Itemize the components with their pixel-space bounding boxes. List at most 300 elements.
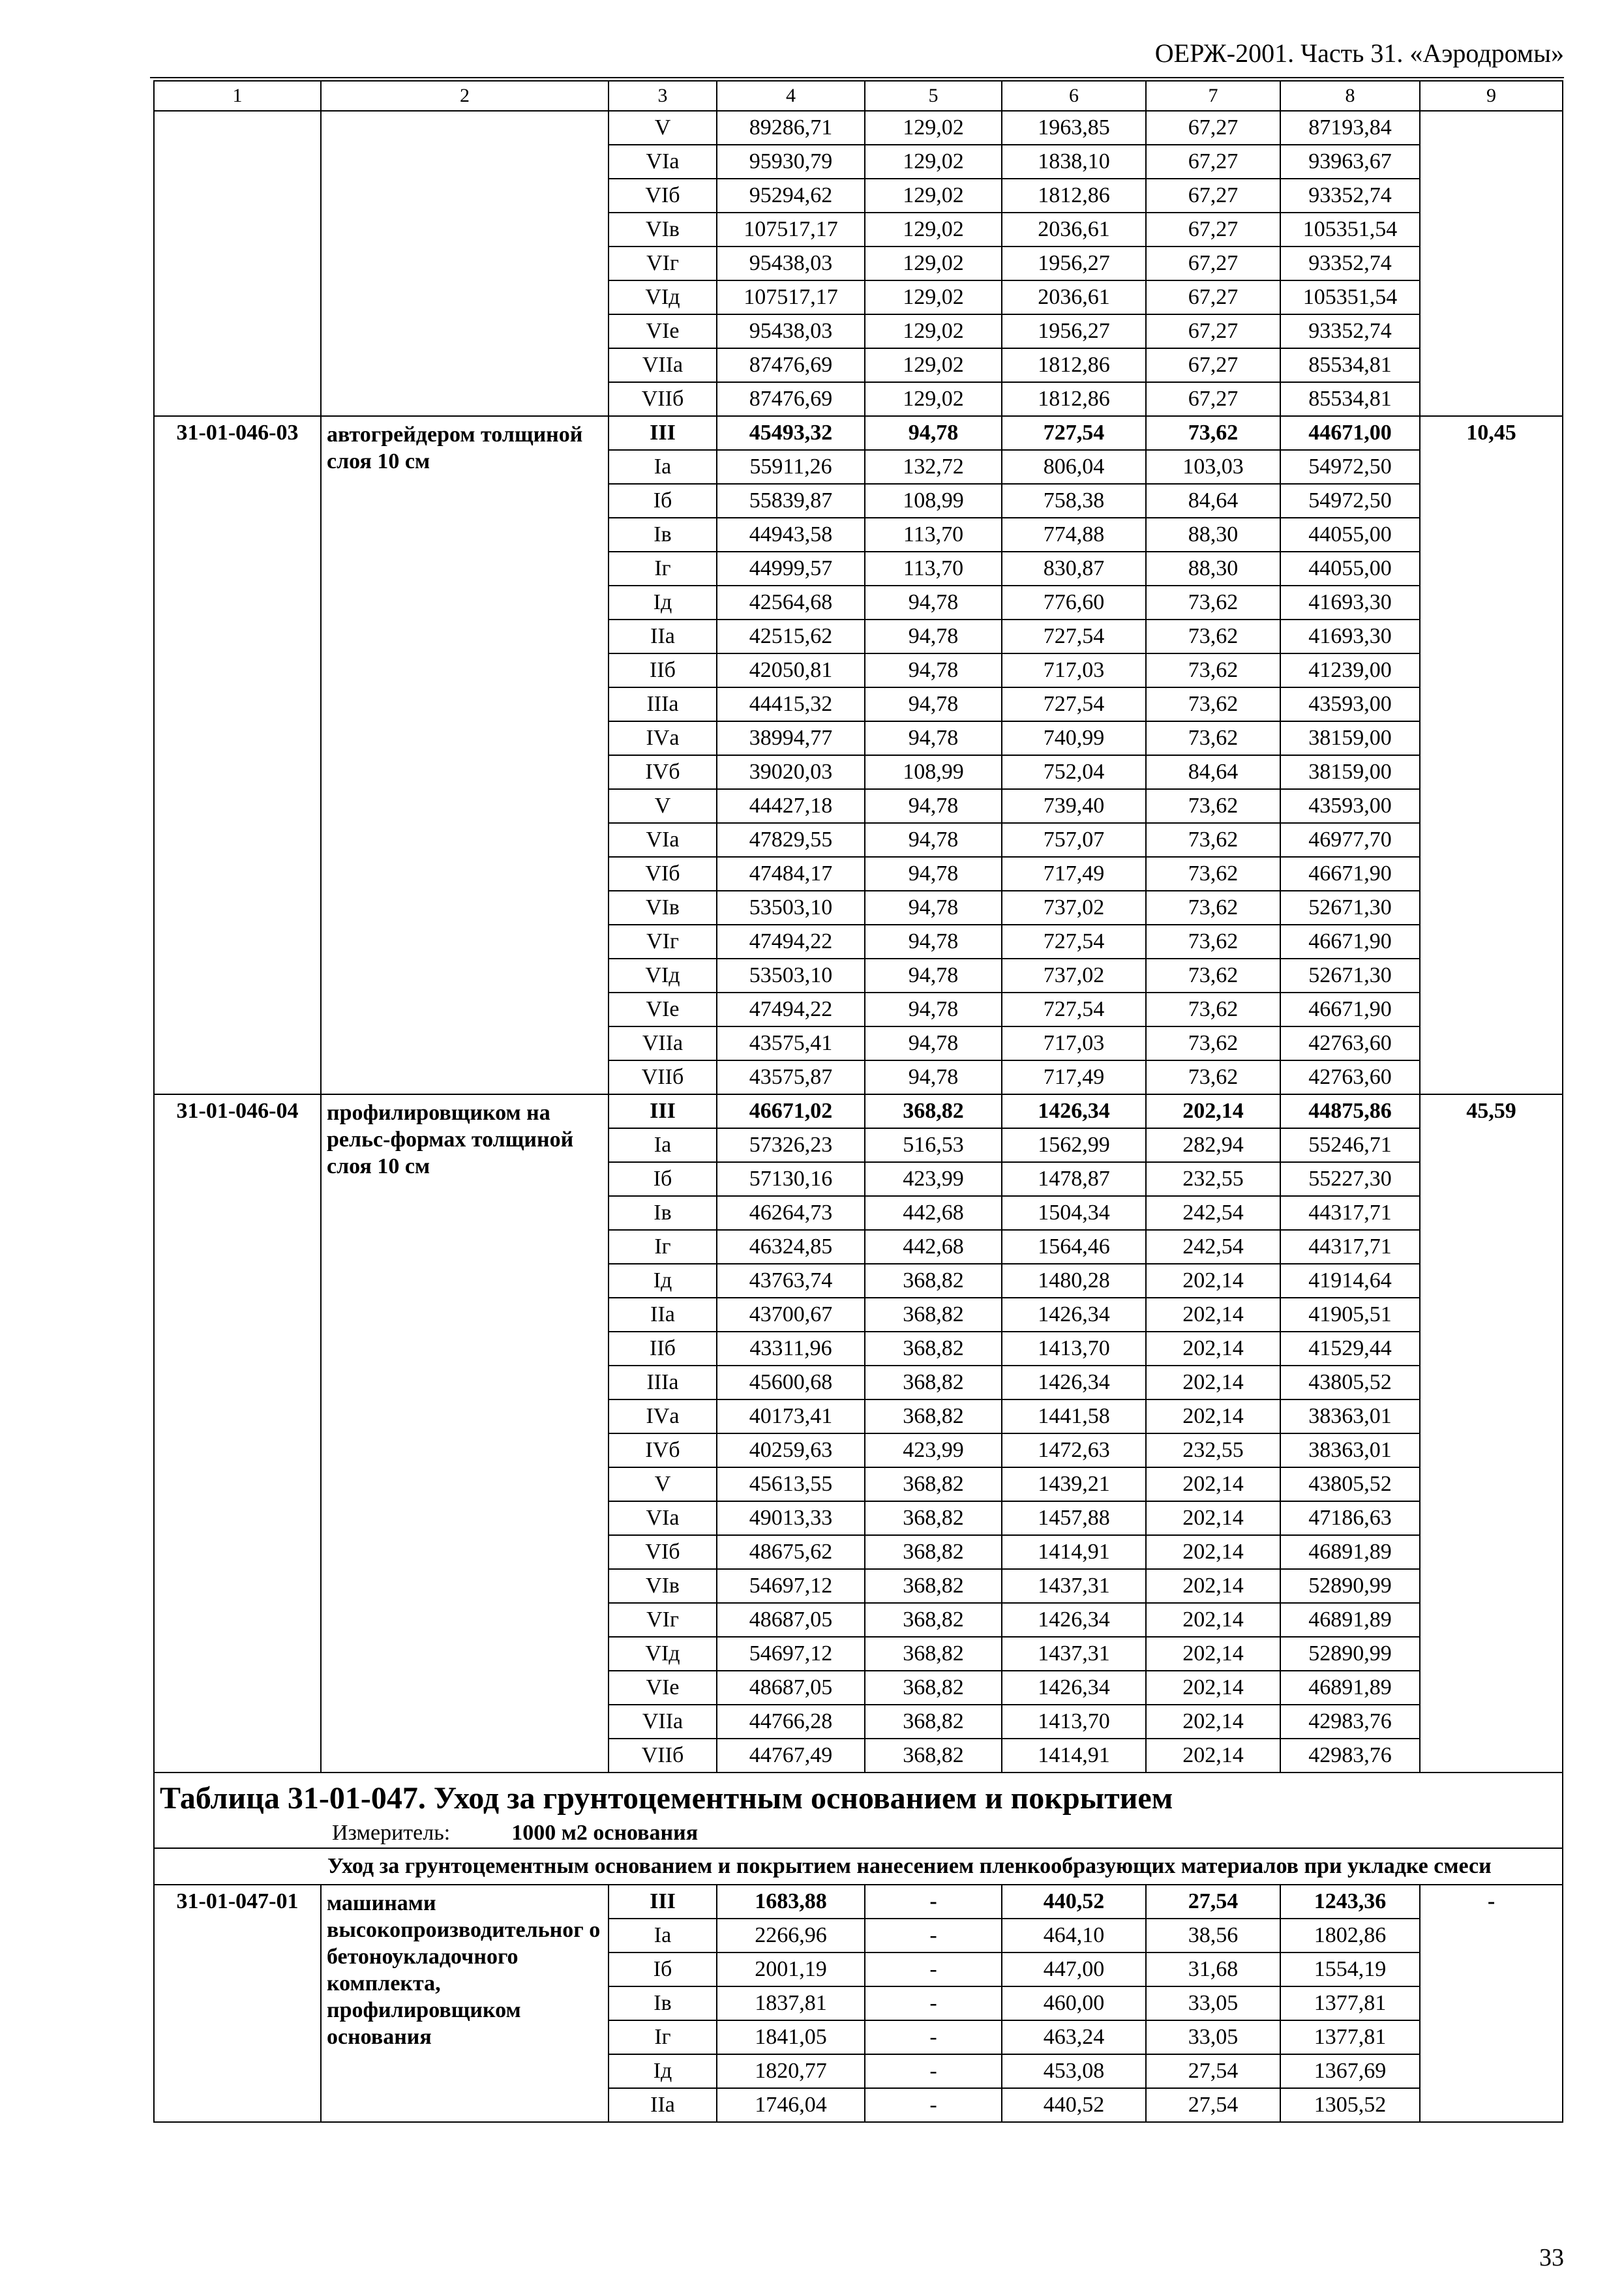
region-index: VIг [609,1603,717,1637]
region-index: Iг [609,2020,717,2054]
measure-line [160,1820,1557,1846]
region-index: VIв [609,1569,717,1603]
operator-wages: 73,62 [1146,789,1280,823]
region-index: VIа [609,823,717,857]
labor-cost: - [865,1952,1002,1986]
total-cost: 44999,57 [717,552,865,586]
materials-cost: 43593,00 [1280,789,1420,823]
operator-wages: 88,30 [1146,552,1280,586]
rate-code: 31-01-046-04 [154,1094,321,1773]
operator-wages: 232,55 [1146,1433,1280,1467]
operator-wages: 202,14 [1146,1298,1280,1332]
labor-cost: 94,78 [865,653,1002,687]
total-cost: 107517,17 [717,280,865,314]
operator-wages: 67,27 [1146,213,1280,247]
total-cost: 46264,73 [717,1196,865,1230]
region-index: Iб [609,1952,717,1986]
total-cost: 46671,02 [717,1094,865,1128]
region-index: IIб [609,653,717,687]
region-index: Iб [609,484,717,518]
machine-cost: 727,54 [1002,925,1146,959]
machine-cost: 1437,31 [1002,1637,1146,1671]
operator-wages: 202,14 [1146,1501,1280,1535]
labor-cost: 368,82 [865,1705,1002,1739]
materials-cost: 38159,00 [1280,721,1420,755]
region-index: VIб [609,857,717,891]
table-row [154,416,1563,450]
total-cost: 47494,22 [717,993,865,1026]
operator-wages: 73,62 [1146,586,1280,620]
machine-cost: 757,07 [1002,823,1146,857]
column-number: 6 [1002,81,1146,111]
total-cost: 107517,17 [717,213,865,247]
materials-cost: 93352,74 [1280,179,1420,213]
materials-cost: 1377,81 [1280,2020,1420,2054]
labor-cost: 94,78 [865,789,1002,823]
column-number: 9 [1420,81,1563,111]
region-index: Iа [609,1128,717,1162]
total-cost: 44427,18 [717,789,865,823]
total-cost: 48687,05 [717,1671,865,1705]
machine-cost: 717,49 [1002,857,1146,891]
materials-cost: 41693,30 [1280,620,1420,653]
operator-wages: 73,62 [1146,721,1280,755]
labor-cost: 94,78 [865,891,1002,925]
materials-cost: 54972,50 [1280,450,1420,484]
labor-cost: 368,82 [865,1332,1002,1366]
materials-cost: 43805,52 [1280,1467,1420,1501]
machine-cost: 740,99 [1002,721,1146,755]
total-cost: 38994,77 [717,721,865,755]
price-table [153,80,1563,2123]
materials-cost: 93352,74 [1280,314,1420,348]
labor-cost: 94,78 [865,1060,1002,1094]
operator-wages: 84,64 [1146,755,1280,789]
operator-wages: 73,62 [1146,857,1280,891]
table-title-row [154,1773,1563,1848]
table-body [154,81,1563,2122]
region-index: IIа [609,620,717,653]
index-value: 45,59 [1420,1094,1563,1773]
labor-cost: 94,78 [865,620,1002,653]
operator-wages: 27,54 [1146,2088,1280,2122]
materials-cost: 42763,60 [1280,1026,1420,1060]
materials-cost: 41529,44 [1280,1332,1420,1366]
total-cost: 49013,33 [717,1501,865,1535]
machine-cost: 1426,34 [1002,1603,1146,1637]
operator-wages: 73,62 [1146,653,1280,687]
materials-cost: 55246,71 [1280,1128,1420,1162]
operator-wages: 73,62 [1146,1026,1280,1060]
operator-wages: 73,62 [1146,891,1280,925]
machine-cost: 1441,58 [1002,1399,1146,1433]
total-cost: 53503,10 [717,891,865,925]
machine-cost: 727,54 [1002,620,1146,653]
machine-cost: 1812,86 [1002,179,1146,213]
machine-cost: 1426,34 [1002,1094,1146,1128]
labor-cost: 368,82 [865,1094,1002,1128]
labor-cost: - [865,1919,1002,1952]
operator-wages: 67,27 [1146,247,1280,280]
materials-cost: 42983,76 [1280,1739,1420,1773]
operator-wages: 202,14 [1146,1637,1280,1671]
operator-wages: 202,14 [1146,1332,1280,1366]
operator-wages: 242,54 [1146,1230,1280,1264]
region-index: VIIб [609,1060,717,1094]
region-index: Iг [609,552,717,586]
machine-cost: 806,04 [1002,450,1146,484]
region-index: V [609,789,717,823]
running-header: ОЕРЖ-2001. Часть 31. «Аэродромы» [1154,38,1564,68]
region-index: V [609,111,717,145]
total-cost: 1841,05 [717,2020,865,2054]
region-index: VIд [609,280,717,314]
region-index: VIе [609,993,717,1026]
labor-cost: 368,82 [865,1637,1002,1671]
total-cost: 40173,41 [717,1399,865,1433]
machine-cost: 1426,34 [1002,1366,1146,1399]
index-value [1420,111,1563,416]
total-cost: 53503,10 [717,959,865,993]
labor-cost: 94,78 [865,586,1002,620]
operator-wages: 202,14 [1146,1264,1280,1298]
total-cost: 89286,71 [717,111,865,145]
machine-cost: 1457,88 [1002,1501,1146,1535]
materials-cost: 46671,90 [1280,925,1420,959]
table-row [154,1094,1563,1128]
labor-cost: 129,02 [865,348,1002,382]
materials-cost: 38159,00 [1280,755,1420,789]
machine-cost: 440,52 [1002,2088,1146,2122]
machine-cost: 739,40 [1002,789,1146,823]
machine-cost: 1963,85 [1002,111,1146,145]
machine-cost: 737,02 [1002,959,1146,993]
operator-wages: 73,62 [1146,620,1280,653]
machine-cost: 776,60 [1002,586,1146,620]
table-row [154,1885,1563,1919]
operator-wages: 202,14 [1146,1739,1280,1773]
operator-wages: 202,14 [1146,1467,1280,1501]
table-subheading: Уход за грунтоцементным основанием и покрытием нанесением пленкообразующих материалов при укладке смеси [321,1848,1563,1885]
machine-cost: 464,10 [1002,1919,1146,1952]
labor-cost: 129,02 [865,213,1002,247]
column-number-row [154,81,1563,111]
region-index: Iв [609,518,717,552]
region-index: Iа [609,450,717,484]
labor-cost: 442,68 [865,1196,1002,1230]
machine-cost: 1562,99 [1002,1128,1146,1162]
region-index: VIг [609,247,717,280]
operator-wages: 67,27 [1146,348,1280,382]
column-number: 1 [154,81,321,111]
machine-cost: 717,49 [1002,1060,1146,1094]
region-index: VIв [609,213,717,247]
total-cost: 95438,03 [717,314,865,348]
total-cost: 54697,12 [717,1637,865,1671]
materials-cost: 46891,89 [1280,1603,1420,1637]
total-cost: 1837,81 [717,1986,865,2020]
region-index: IIIа [609,1366,717,1399]
work-description: автогрейдером толщиной слоя 10 см [321,416,609,1094]
table-title-cell [154,1773,1563,1848]
machine-cost: 1956,27 [1002,247,1146,280]
index-value: - [1420,1885,1563,2122]
region-index: VIб [609,179,717,213]
labor-cost: 368,82 [865,1467,1002,1501]
operator-wages: 242,54 [1146,1196,1280,1230]
region-index: Iг [609,1230,717,1264]
labor-cost: 423,99 [865,1433,1002,1467]
region-index: Iб [609,1162,717,1196]
machine-cost: 2036,61 [1002,280,1146,314]
region-index: VIг [609,925,717,959]
work-description-cell [321,111,609,416]
labor-cost: 368,82 [865,1501,1002,1535]
machine-cost: 774,88 [1002,518,1146,552]
labor-cost: 423,99 [865,1162,1002,1196]
total-cost: 57326,23 [717,1128,865,1162]
total-cost: 43575,87 [717,1060,865,1094]
labor-cost: 129,02 [865,179,1002,213]
materials-cost: 44055,00 [1280,518,1420,552]
machine-cost: 447,00 [1002,1952,1146,1986]
materials-cost: 85534,81 [1280,382,1420,416]
operator-wages: 67,27 [1146,111,1280,145]
operator-wages: 31,68 [1146,1952,1280,1986]
measure-label: Измеритель: [332,1821,451,1845]
labor-cost: - [865,1885,1002,1919]
materials-cost: 46891,89 [1280,1535,1420,1569]
machine-cost: 727,54 [1002,416,1146,450]
labor-cost: - [865,2088,1002,2122]
column-number: 2 [321,81,609,111]
machine-cost: 1426,34 [1002,1671,1146,1705]
operator-wages: 27,54 [1146,1885,1280,1919]
materials-cost: 52890,99 [1280,1569,1420,1603]
column-number: 7 [1146,81,1280,111]
materials-cost: 1367,69 [1280,2054,1420,2088]
materials-cost: 46671,90 [1280,857,1420,891]
region-index: IIб [609,1332,717,1366]
region-index: III [609,416,717,450]
region-index: IIа [609,2088,717,2122]
materials-cost: 85534,81 [1280,348,1420,382]
machine-cost: 440,52 [1002,1885,1146,1919]
machine-cost: 1812,86 [1002,382,1146,416]
labor-cost: 129,02 [865,280,1002,314]
labor-cost: 94,78 [865,416,1002,450]
machine-cost: 830,87 [1002,552,1146,586]
operator-wages: 202,14 [1146,1399,1280,1433]
region-index: Iв [609,1196,717,1230]
labor-cost: 442,68 [865,1230,1002,1264]
total-cost: 43763,74 [717,1264,865,1298]
region-index: Iд [609,1264,717,1298]
labor-cost: 368,82 [865,1603,1002,1637]
materials-cost: 41914,64 [1280,1264,1420,1298]
region-index: III [609,1885,717,1919]
rate-code: 31-01-047-01 [154,1885,321,2122]
total-cost: 43700,67 [717,1298,865,1332]
materials-cost: 87193,84 [1280,111,1420,145]
materials-cost: 1305,52 [1280,2088,1420,2122]
machine-cost: 1439,21 [1002,1467,1146,1501]
materials-cost: 1243,36 [1280,1885,1420,1919]
subheading-row [154,1848,1563,1885]
machine-cost: 453,08 [1002,2054,1146,2088]
materials-cost: 41905,51 [1280,1298,1420,1332]
total-cost: 45493,32 [717,416,865,450]
region-index: VIа [609,1501,717,1535]
machine-cost: 1480,28 [1002,1264,1146,1298]
operator-wages: 67,27 [1146,382,1280,416]
machine-cost: 1413,70 [1002,1705,1146,1739]
work-description: машинами высокопроизводительног о бетоноукладочного комплекта, профилировщиком основания [321,1885,609,2122]
materials-cost: 93963,67 [1280,145,1420,179]
total-cost: 44766,28 [717,1705,865,1739]
region-index: VIIа [609,348,717,382]
operator-wages: 73,62 [1146,823,1280,857]
machine-cost: 737,02 [1002,891,1146,925]
machine-cost: 727,54 [1002,993,1146,1026]
labor-cost: 94,78 [865,687,1002,721]
operator-wages: 67,27 [1146,145,1280,179]
labor-cost: 108,99 [865,484,1002,518]
labor-cost: 129,02 [865,247,1002,280]
region-index: IIа [609,1298,717,1332]
operator-wages: 73,62 [1146,416,1280,450]
labor-cost: 129,02 [865,314,1002,348]
labor-cost: 129,02 [865,145,1002,179]
operator-wages: 73,62 [1146,925,1280,959]
total-cost: 43311,96 [717,1332,865,1366]
machine-cost: 717,03 [1002,1026,1146,1060]
machine-cost: 758,38 [1002,484,1146,518]
region-index: VIIб [609,382,717,416]
total-cost: 40259,63 [717,1433,865,1467]
labor-cost: 108,99 [865,755,1002,789]
operator-wages: 73,62 [1146,1060,1280,1094]
total-cost: 55839,87 [717,484,865,518]
region-index: Iд [609,2054,717,2088]
total-cost: 95930,79 [717,145,865,179]
materials-cost: 52671,30 [1280,959,1420,993]
labor-cost: 368,82 [865,1399,1002,1433]
materials-cost: 41693,30 [1280,586,1420,620]
subheading-spacer [154,1848,321,1885]
machine-cost: 1956,27 [1002,314,1146,348]
total-cost: 44415,32 [717,687,865,721]
operator-wages: 202,14 [1146,1603,1280,1637]
page-number: 33 [1539,2244,1564,2271]
machine-cost: 1472,63 [1002,1433,1146,1467]
total-cost: 1820,77 [717,2054,865,2088]
operator-wages: 88,30 [1146,518,1280,552]
total-cost: 57130,16 [717,1162,865,1196]
materials-cost: 44317,71 [1280,1196,1420,1230]
materials-cost: 46977,70 [1280,823,1420,857]
labor-cost: - [865,2020,1002,2054]
region-index: VIе [609,1671,717,1705]
labor-cost: - [865,1986,1002,2020]
region-index: Iа [609,1919,717,1952]
total-cost: 42515,62 [717,620,865,653]
materials-cost: 52890,99 [1280,1637,1420,1671]
machine-cost: 727,54 [1002,687,1146,721]
materials-cost: 55227,30 [1280,1162,1420,1196]
materials-cost: 93352,74 [1280,247,1420,280]
region-index: IVа [609,721,717,755]
machine-cost: 1812,86 [1002,348,1146,382]
total-cost: 1683,88 [717,1885,865,1919]
materials-cost: 42763,60 [1280,1060,1420,1094]
operator-wages: 282,94 [1146,1128,1280,1162]
labor-cost: 94,78 [865,823,1002,857]
operator-wages: 103,03 [1146,450,1280,484]
materials-cost: 38363,01 [1280,1433,1420,1467]
total-cost: 87476,69 [717,382,865,416]
region-index: IVб [609,755,717,789]
region-index: VIв [609,891,717,925]
total-cost: 45613,55 [717,1467,865,1501]
operator-wages: 202,14 [1146,1705,1280,1739]
labor-cost: 368,82 [865,1535,1002,1569]
materials-cost: 38363,01 [1280,1399,1420,1433]
operator-wages: 202,14 [1146,1569,1280,1603]
labor-cost: 368,82 [865,1264,1002,1298]
materials-cost: 41239,00 [1280,653,1420,687]
operator-wages: 73,62 [1146,687,1280,721]
operator-wages: 202,14 [1146,1094,1280,1128]
measure-value: 1000 м2 основания [511,1821,699,1845]
operator-wages: 33,05 [1146,1986,1280,2020]
operator-wages: 27,54 [1146,2054,1280,2088]
labor-cost: 368,82 [865,1671,1002,1705]
total-cost: 48675,62 [717,1535,865,1569]
operator-wages: 202,14 [1146,1535,1280,1569]
total-cost: 42050,81 [717,653,865,687]
labor-cost: 516,53 [865,1128,1002,1162]
materials-cost: 44055,00 [1280,552,1420,586]
rate-code: 31-01-046-03 [154,416,321,1094]
header-rule [150,77,1564,78]
work-description: профилировщиком на рельс-формах толщиной слоя 10 см [321,1094,609,1773]
materials-cost: 105351,54 [1280,213,1420,247]
total-cost: 1746,04 [717,2088,865,2122]
table-title: Таблица 31-01-047. Уход за грунтоцементным основанием и покрытием [160,1781,1173,1816]
region-index: VIд [609,959,717,993]
machine-cost: 717,03 [1002,653,1146,687]
labor-cost: - [865,2054,1002,2088]
labor-cost: 94,78 [865,993,1002,1026]
operator-wages: 232,55 [1146,1162,1280,1196]
labor-cost: 368,82 [865,1366,1002,1399]
total-cost: 39020,03 [717,755,865,789]
materials-cost: 43805,52 [1280,1366,1420,1399]
labor-cost: 132,72 [865,450,1002,484]
materials-cost: 47186,63 [1280,1501,1420,1535]
total-cost: 54697,12 [717,1569,865,1603]
operator-wages: 202,14 [1146,1366,1280,1399]
region-index: IVа [609,1399,717,1433]
materials-cost: 54972,50 [1280,484,1420,518]
rate-code-cell [154,111,321,416]
region-index: VIб [609,1535,717,1569]
column-number: 3 [609,81,717,111]
region-index: IIIа [609,687,717,721]
table-row [154,111,1563,145]
labor-cost: 94,78 [865,959,1002,993]
